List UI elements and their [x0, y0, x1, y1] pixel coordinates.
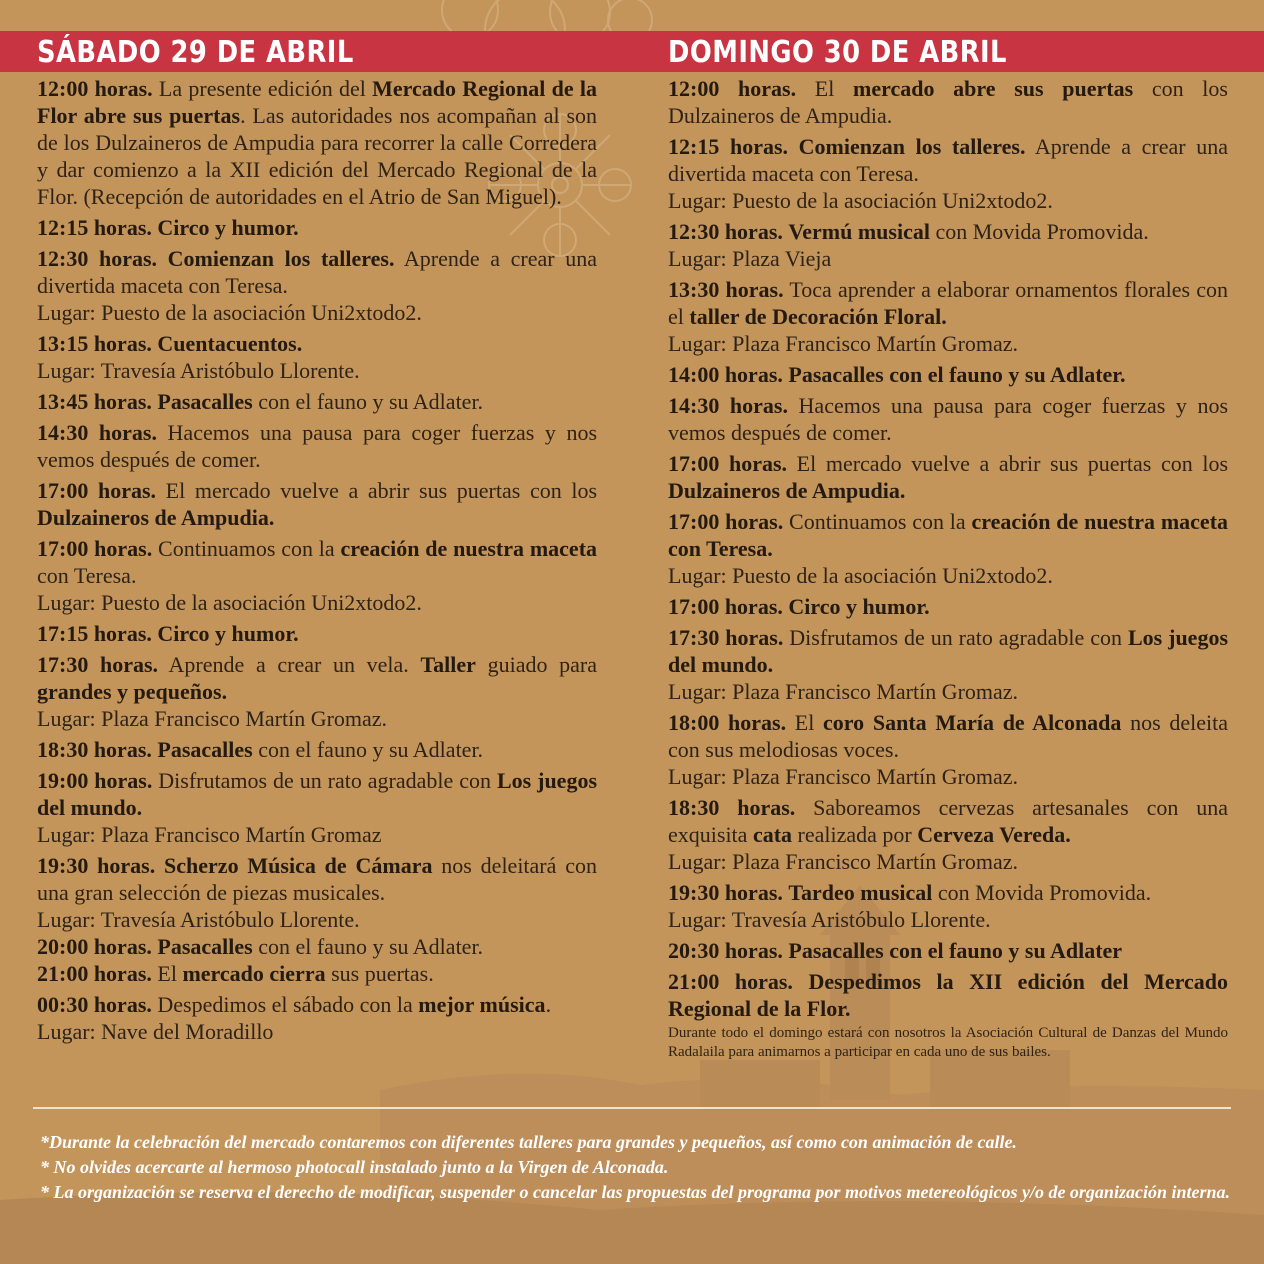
event-location: Lugar: Puesto de la asociación Uni2xtodo2. [37, 300, 422, 325]
schedule-event [668, 392, 1228, 446]
event-location: Lugar: Puesto de la asociación Uni2xtodo2. [37, 590, 422, 615]
event-highlight: Los juegos del mundo. [37, 768, 598, 820]
schedule-event [37, 419, 597, 473]
event-text: con Teresa. [37, 563, 137, 588]
event-highlight: mejor música [418, 992, 546, 1017]
schedule-event [37, 214, 597, 241]
event-text: El mercado vuelve a abrir sus puertas con los [156, 478, 598, 503]
event-text: Toca aprender a elaborar ornamentos florales con el [668, 277, 1228, 329]
event-highlight: Los juegos del mundo. [668, 625, 1229, 677]
event-highlight: 18:00 horas. [668, 710, 787, 735]
schedule-event [668, 794, 1228, 875]
schedule-event [668, 968, 1228, 1022]
event-text [157, 246, 168, 271]
schedule-event [668, 879, 1228, 933]
event-highlight: 12:00 horas. [668, 76, 797, 101]
schedule-event [37, 245, 597, 326]
event-highlight: 14:00 horas. [668, 362, 783, 387]
event-highlight: 13:30 horas. [668, 277, 784, 302]
event-text: Aprende a crear una divertida maceta con Teresa. [37, 246, 597, 298]
schedule-event [37, 651, 597, 732]
event-text [788, 134, 799, 159]
schedule-event [668, 276, 1228, 357]
event-highlight: Pasacalles [157, 737, 253, 762]
schedule-event [668, 624, 1228, 705]
schedule-event [37, 736, 597, 763]
event-text: Disfrutamos de un rato agradable con [783, 625, 1128, 650]
event-text: con el fauno y su Adlater. [252, 737, 484, 762]
schedule-event [37, 75, 597, 210]
event-highlight: mercado cierra [182, 961, 326, 986]
event-highlight: Cerveza Vereda. [917, 822, 1071, 847]
schedule-event [37, 767, 597, 848]
day-note: Durante todo el domingo estará con nosotros la Asociación Cultural de Danzas del Mundo Radalaila para animarnos a participar en cada uno de sus bailes. [668, 1025, 1228, 1060]
footer-note: *Durante la celebración del mercado contaremos con diferentes talleres para grandes y pequeños, así como con animación de calle. [40, 1132, 1017, 1152]
event-highlight: creación de nuestra maceta con Teresa. [668, 509, 1229, 561]
event-highlight: 17:00 horas. [37, 478, 157, 503]
event-text: Hacemos una pausa para coger fuerzas y nos vemos después de comer. [37, 420, 598, 472]
event-text: Despedimos el sábado con la [151, 992, 419, 1017]
event-text [155, 853, 164, 878]
footer-note: * No olvides acercarte al hermoso photocall instalado junto a la Virgen de Alconada. [40, 1157, 669, 1177]
schedule-event [37, 933, 597, 960]
sunday-title: DOMINGO 30 DE ABRIL [668, 35, 1007, 70]
event-highlight: mercado abre sus puertas [853, 76, 1134, 101]
schedule-event [668, 361, 1228, 388]
event-highlight: Circo y humor. [157, 621, 299, 646]
event-highlight: 19:30 horas. [668, 880, 783, 905]
event-highlight: 12:30 horas. [37, 246, 158, 271]
event-highlight: 20:30 horas. [668, 938, 783, 963]
event-highlight: 17:00 horas. [668, 451, 788, 476]
saturday-title: SÁBADO 29 DE ABRIL [37, 35, 354, 70]
event-text: Continuamos con la [152, 536, 341, 561]
event-highlight: coro Santa María de Alconada [823, 710, 1122, 735]
event-highlight: taller de Decoración Floral. [689, 304, 947, 329]
schedule-event [37, 330, 597, 384]
event-highlight: Pasacalles con el fauno y su Adlater. [788, 362, 1126, 387]
schedule-event [37, 388, 597, 415]
event-text: con Movida Promovida. [932, 880, 1152, 905]
event-highlight: 18:30 horas. [37, 737, 152, 762]
event-highlight: Mercado Regional de la Flor abre sus puertas [37, 76, 597, 128]
event-highlight: Taller [420, 652, 476, 677]
schedule-event [668, 75, 1228, 129]
schedule-event [668, 133, 1228, 214]
event-highlight: 12:15 horas. [37, 215, 152, 240]
event-text: . Las autoridades nos acompañan al son de los Dulzaineros de Ampudia para recorrer la calle Corredera y dar comienzo a la XII edición del Mercado Regional de la Flor. (Recepción de autoridades en el Atrio de San Miguel). [37, 103, 598, 209]
event-highlight: 17:00 horas. [668, 509, 784, 534]
event-text: Saboreamos cervezas artesanales con una exquisita [668, 795, 1228, 847]
schedule-event [668, 508, 1228, 589]
event-highlight: Dulzaineros de Ampudia. [37, 505, 275, 530]
event-highlight: creación de nuestra maceta [340, 536, 598, 561]
event-highlight: 19:00 horas. [37, 768, 153, 793]
event-location: Lugar: Nave del Moradillo [37, 1019, 274, 1044]
event-highlight: 17:00 horas. [668, 594, 783, 619]
event-location: Lugar: Plaza Vieja [668, 246, 832, 271]
event-highlight: 17:15 horas. [37, 621, 152, 646]
event-highlight: 14:30 horas. [37, 420, 157, 445]
event-text: El [151, 961, 183, 986]
event-highlight: 13:15 horas. [37, 331, 152, 356]
event-highlight: Despedimos la XII edición del Mercado Regional de la Flor. [668, 969, 1229, 1021]
event-highlight: Pasacalles [157, 934, 253, 959]
event-location: Lugar: Plaza Francisco Martín Gromaz. [37, 706, 388, 731]
event-highlight: 21:00 horas. [668, 969, 793, 994]
event-highlight: 17:30 horas. [37, 652, 159, 677]
event-text: Aprende a crear un vela. [158, 652, 421, 677]
event-text: nos deleitará con una gran selección de piezas musicales. [37, 853, 597, 905]
event-highlight: 13:45 horas. [37, 389, 152, 414]
event-text: Continuamos con la [783, 509, 972, 534]
event-text: Hacemos una pausa para coger fuerzas y nos vemos después de comer. [668, 393, 1229, 445]
event-highlight: Scherzo Música de Cámara [164, 853, 433, 878]
event-highlight: Comienzan los talleres. [167, 246, 395, 271]
sunday-schedule [668, 75, 1228, 1062]
event-highlight: 19:30 horas. [37, 853, 156, 878]
event-highlight: 21:00 horas. [37, 961, 152, 986]
event-text: nos deleita con sus melodiosas voces. [668, 710, 1229, 762]
schedule-event [37, 852, 597, 933]
event-highlight: Dulzaineros de Ampudia. [668, 478, 906, 503]
event-text: con el fauno y su Adlater. [252, 389, 484, 414]
event-highlight: Pasacalles [157, 389, 253, 414]
footer-note: * La organización se reserva el derecho de modificar, suspender o cancelar las propuestas del programa por motivos metereológicos y/o de organización interna. [40, 1182, 1230, 1202]
event-text: guiado para [475, 652, 598, 677]
event-highlight: grandes y pequeños. [37, 679, 228, 704]
event-text: El mercado vuelve a abrir sus puertas con los [787, 451, 1229, 476]
event-highlight: 17:00 horas. [37, 536, 153, 561]
event-highlight: Comienzan los talleres. [798, 134, 1026, 159]
event-text: El [786, 710, 824, 735]
event-highlight: Pasacalles con el fauno y su Adlater [788, 938, 1123, 963]
event-text: . [545, 992, 552, 1017]
schedule-event [37, 960, 597, 987]
event-highlight: 00:30 horas. [37, 992, 152, 1017]
event-highlight: 12:15 horas. [668, 134, 789, 159]
event-highlight: 20:00 horas. [37, 934, 152, 959]
event-highlight: Circo y humor. [788, 594, 930, 619]
event-location: Lugar: Plaza Francisco Martín Gromaz. [668, 764, 1019, 789]
event-location: Lugar: Travesía Aristóbulo Llorente. [37, 358, 360, 383]
schedule-event [37, 620, 597, 647]
footer-notes [40, 1130, 1230, 1205]
schedule-event [668, 450, 1228, 504]
event-highlight: 12:00 horas. [37, 76, 153, 101]
event-highlight: cata [752, 822, 793, 847]
event-highlight: Cuentacuentos. [157, 331, 303, 356]
event-highlight: Circo y humor. [157, 215, 299, 240]
event-highlight: Vermú musical [788, 219, 930, 244]
event-location: Lugar: Plaza Francisco Martín Gromaz [37, 822, 382, 847]
event-text [793, 969, 809, 994]
event-text: La presente edición del [152, 76, 373, 101]
event-location: Lugar: Puesto de la asociación Uni2xtodo2. [668, 188, 1053, 213]
event-highlight: Tardeo musical [788, 880, 933, 905]
divider [33, 1107, 1231, 1109]
event-text: Aprende a crear una divertida maceta con Teresa. [668, 134, 1228, 186]
event-text: realizada por [792, 822, 918, 847]
event-location: Lugar: Plaza Francisco Martín Gromaz. [668, 849, 1019, 874]
event-highlight: 14:30 horas. [668, 393, 788, 418]
saturday-schedule [37, 75, 597, 1049]
schedule-event [668, 937, 1228, 964]
schedule-event [37, 991, 597, 1045]
event-text: El [796, 76, 854, 101]
schedule-event [668, 709, 1228, 790]
event-text: con Movida Promovida. [929, 219, 1149, 244]
schedule-event [37, 477, 597, 531]
event-highlight: 18:30 horas. [668, 795, 796, 820]
event-text: Disfrutamos de un rato agradable con [152, 768, 497, 793]
event-location: Lugar: Travesía Aristóbulo Llorente. [37, 907, 360, 932]
event-location: Lugar: Travesía Aristóbulo Llorente. [668, 907, 991, 932]
event-location: Lugar: Plaza Francisco Martín Gromaz. [668, 679, 1019, 704]
schedule-event [37, 535, 597, 616]
event-highlight: 12:30 horas. [668, 219, 783, 244]
schedule-event [668, 218, 1228, 272]
event-text: sus puertas. [325, 961, 434, 986]
event-location: Lugar: Puesto de la asociación Uni2xtodo2. [668, 563, 1053, 588]
event-highlight: 17:30 horas. [668, 625, 784, 650]
event-text: con el fauno y su Adlater. [252, 934, 484, 959]
schedule-event [668, 593, 1228, 620]
event-location: Lugar: Plaza Francisco Martín Gromaz. [668, 331, 1019, 356]
event-text: con los Dulzaineros de Ampudia. [668, 76, 1228, 128]
